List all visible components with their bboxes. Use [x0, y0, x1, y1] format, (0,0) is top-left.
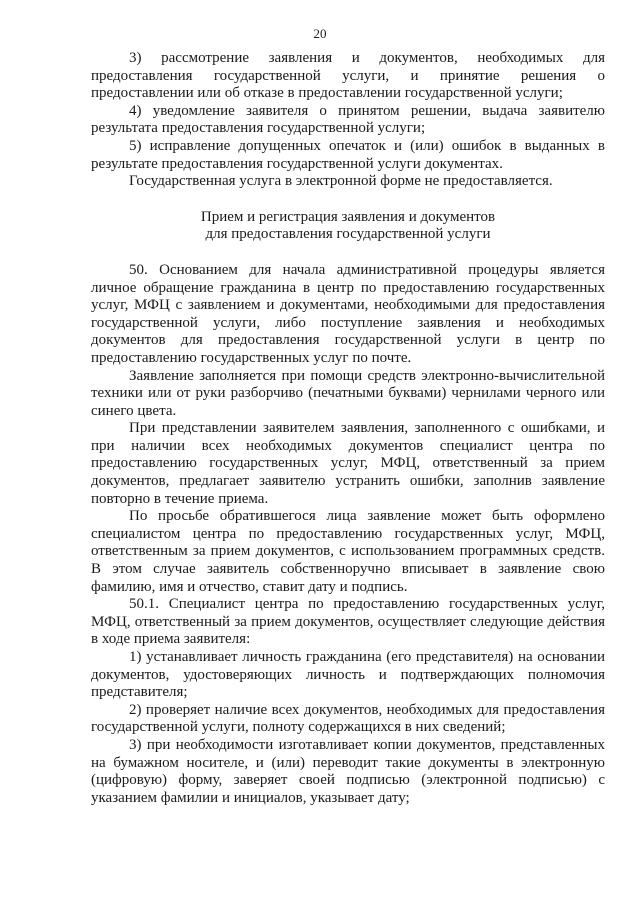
paragraph-on-request: По просьбе обратившегося лица заявление может быть оформлено специалистом центра по предоставлению государственных услуг, МФЦ, ответственным за прием документов, с использованием программных средств. В этом случае заявитель собственноручно вписывает в заявление свою фамилию, имя и отчество, ставит дату и подпись.	[91, 508, 605, 595]
paragraph-no-electronic-form: Государственная услуга в электронной форме не предоставляется.	[129, 173, 553, 190]
page-number: 20	[313, 26, 327, 41]
paragraph-action-1: 1) устанавливает личность гражданина (его представителя) на основании документов, удостоверяющих личность и подтверждающих полномочия представителя;	[91, 649, 605, 701]
paragraph-filling-rules: Заявление заполняется при помощи средств электронно-вычислительной техники или от руки разборчиво (печатными буквами) чернилами черного или синего цвета.	[91, 367, 605, 419]
page-content	[91, 50, 605, 807]
paragraph-item-4: 4) уведомление заявителя о принятом решении, выдача заявителю результата предоставления государственной услуги;	[91, 102, 605, 137]
paragraph-clause-50-1: 50.1. Специалист центра по предоставлению государственных услуг, МФЦ, ответственный за прием документов, осуществляет следующие действия в ходе приема заявителя:	[91, 596, 605, 648]
spacer	[91, 244, 605, 262]
section-heading-line-2: для предоставления государственной услуги	[205, 226, 491, 243]
paragraph-action-2: 2) проверяет наличие всех документов, необходимых для предоставления государственной услуги, полноту содержащихся в них сведений;	[91, 701, 605, 736]
paragraph-clause-50: 50. Основанием для начала административной процедуры является личное обращение гражданина в центр по предоставлению государственных услуг, МФЦ с заявлением и документами, необходимыми для предоставления государственной услуги, либо поступление заявления и необходимых документов для предоставления государственной услуги в центр по предоставлению государственных услуг по почте.	[91, 261, 605, 366]
spacer	[91, 191, 605, 209]
paragraph-item-5: 5) исправление допущенных опечаток и (или) ошибок в выданных в результате предоставления государственной услуги документах.	[91, 137, 605, 172]
paragraph-errors: При представлении заявителем заявления, заполненного с ошибками, и при наличии всех необходимых документов специалист центра по предоставлению государственных услуг, МФЦ, ответственный за прием документов, предлагает заявителю устранить ошибки, заполнив заявление повторно в течение приема.	[91, 420, 605, 507]
section-heading-line-1: Прием и регистрация заявления и документов	[200, 208, 496, 225]
paragraph-item-3: 3) рассмотрение заявления и документов, необходимых для предоставления государственной услуги, и принятие решения о предоставлении или об отказе в предоставлении государственной услуги;	[91, 50, 605, 102]
paragraph-action-3: 3) при необходимости изготавливает копии документов, представленных на бумажном носителе, и (или) переводит такие документы в электронную (цифровую) форму, заверяет своей подписью (электронной подписью) с указанием фамилии и инициалов, указывает дату;	[91, 736, 605, 806]
